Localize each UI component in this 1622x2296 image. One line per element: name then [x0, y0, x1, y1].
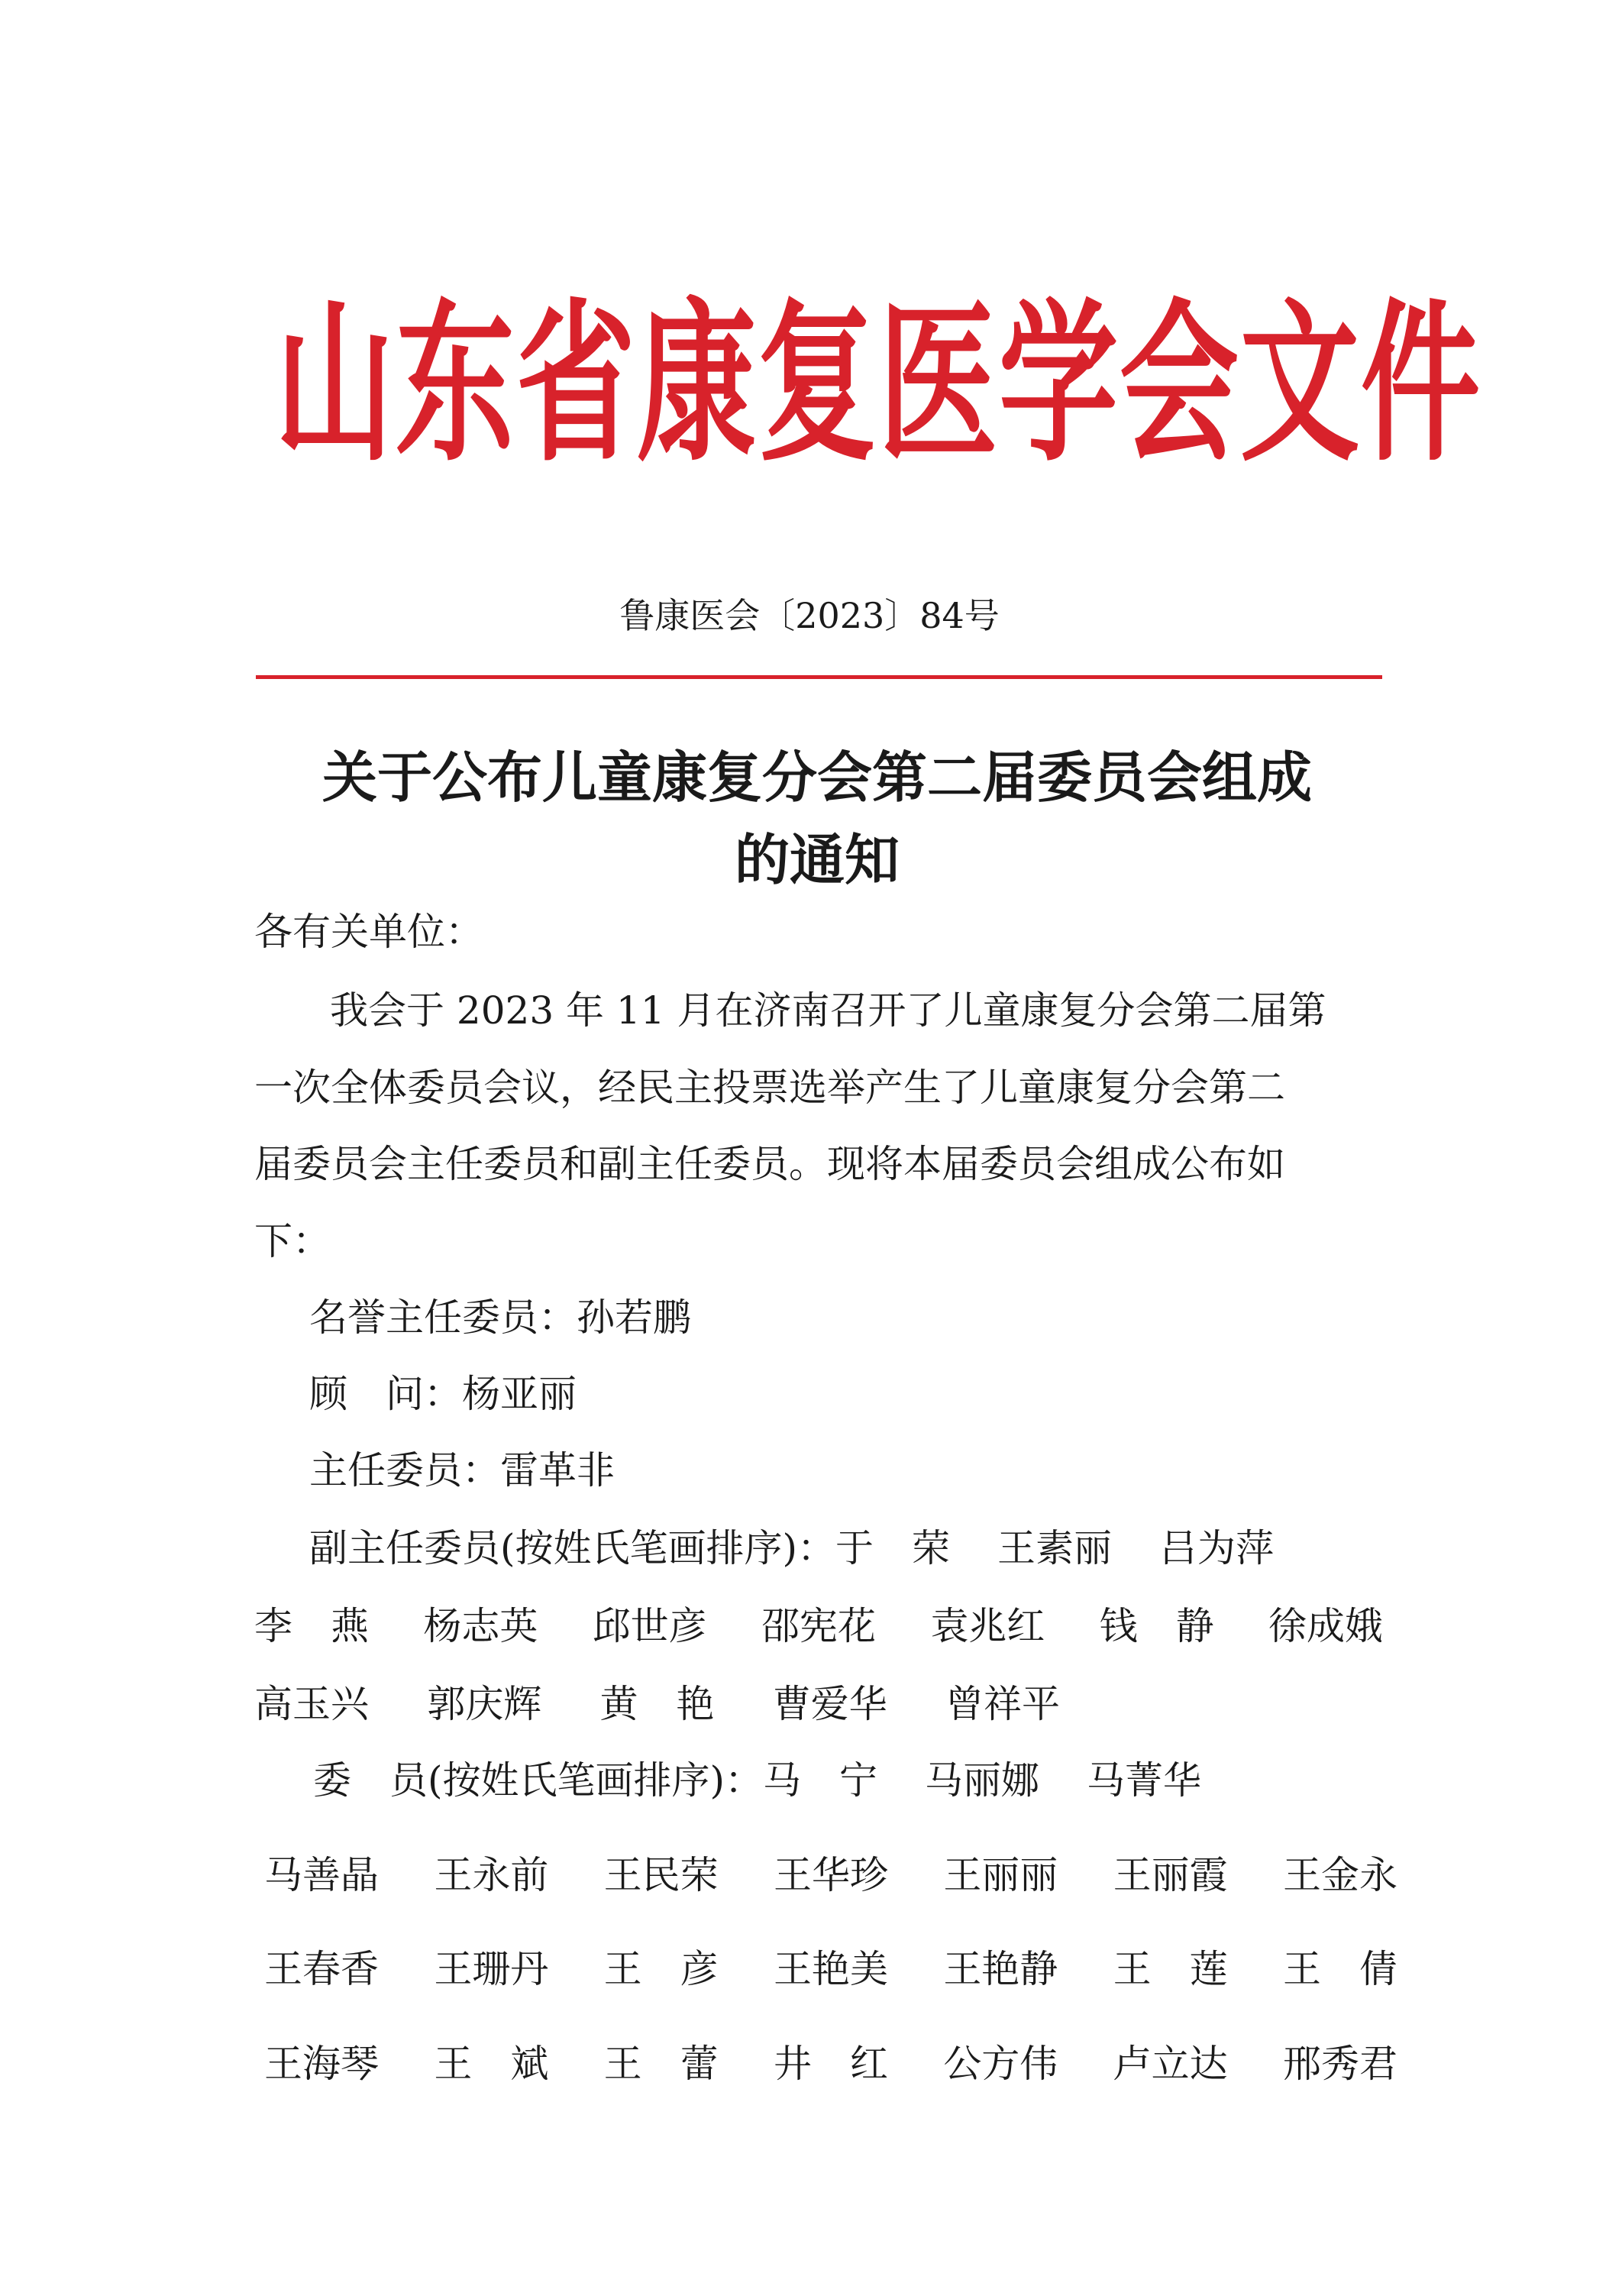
body-line-4: 下： [254, 1219, 331, 1263]
member-name: 王丽丽 [943, 1853, 1058, 1897]
member-name: 王 彦 [603, 1947, 719, 1991]
deputy-name: 黄 艳 [599, 1682, 715, 1726]
advisor-line: 顾 问：杨亚丽 [309, 1372, 577, 1416]
member-name: 马 宁 [763, 1758, 878, 1803]
member-name: 王 莲 [1113, 1947, 1228, 1991]
member-name: 王 斌 [434, 2042, 549, 2086]
member-name: 马善晶 [264, 1853, 379, 1897]
deputy-name: 钱 静 [1099, 1604, 1214, 1648]
member-name: 王金永 [1282, 1853, 1397, 1897]
deputy-names-row [254, 1682, 1060, 1726]
deputy-chairs-line [309, 1526, 1275, 1570]
member-name: 公方伟 [943, 2042, 1058, 2086]
deputy-name: 郭庆辉 [427, 1682, 542, 1726]
chair-line: 主任委员：雷革非 [309, 1448, 615, 1492]
member-name: 王海琴 [264, 2042, 379, 2086]
honorary-chair-line: 名誉主任委员：孙若鹏 [309, 1295, 691, 1340]
member-names-row [264, 1947, 1397, 1991]
document-number: 鲁康医会〔2023〕84号 [619, 595, 1000, 636]
deputy-names-row [254, 1604, 1383, 1648]
member-name: 马丽娜 [925, 1758, 1040, 1803]
member-name: 王艳美 [773, 1947, 888, 1991]
member-name: 王珊丹 [434, 1947, 549, 1991]
deputy-name: 曹爱华 [772, 1682, 887, 1726]
member-name: 王 倩 [1282, 1947, 1397, 1991]
deputy-name: 于 荣 [835, 1526, 951, 1570]
notice-title-line-2: 的通知 [734, 828, 900, 892]
deputy-chairs-label: 副主任委员(按姓氏笔画排序)： [309, 1526, 836, 1570]
deputy-name: 曾祥平 [945, 1682, 1060, 1726]
member-name: 井 红 [773, 2042, 888, 2086]
deputy-name: 王素丽 [997, 1526, 1113, 1570]
member-name: 卢立达 [1113, 2042, 1228, 2086]
deputy-name: 邱世彦 [592, 1604, 707, 1648]
deputy-name: 杨志英 [423, 1604, 538, 1648]
member-names-row [264, 2042, 1397, 2086]
body-line-1: 我会于 2023 年 11 月在济南召开了儿童康复分会第二届第 [330, 988, 1326, 1033]
red-divider [256, 675, 1382, 679]
body-line-3: 届委员会主任委员和副主任委员。现将本届委员会组成公布如 [254, 1142, 1285, 1186]
member-name: 马菁华 [1087, 1758, 1202, 1803]
notice-title-line-1: 关于公布儿童康复分会第二届委员会组成 [321, 745, 1312, 810]
member-name: 王永前 [434, 1853, 549, 1897]
member-name: 王民荣 [603, 1853, 719, 1897]
member-name: 王春香 [264, 1947, 379, 1991]
member-name: 王艳静 [943, 1947, 1058, 1991]
deputy-name: 邵宪花 [761, 1604, 876, 1648]
member-name: 邢秀君 [1282, 2042, 1397, 2086]
member-name: 王华珍 [773, 1853, 888, 1897]
member-name: 王丽霞 [1113, 1853, 1228, 1897]
org-masthead: 山东省康复医学会文件 [275, 283, 1481, 485]
member-names-row [264, 1853, 1397, 1897]
deputy-name: 高玉兴 [254, 1682, 369, 1726]
members-label: 委 员(按姓氏笔画排序)： [313, 1758, 764, 1803]
members-line [313, 1758, 1202, 1803]
deputy-name: 李 燕 [254, 1604, 369, 1648]
deputy-name: 吕为萍 [1159, 1526, 1275, 1570]
deputy-name: 袁兆红 [930, 1604, 1045, 1648]
salutation: 各有关单位： [254, 910, 483, 954]
member-name: 王 蕾 [603, 2042, 719, 2086]
deputy-name: 徐成娥 [1268, 1604, 1383, 1648]
body-line-2: 一次全体委员会议，经民主投票选举产生了儿童康复分会第二 [254, 1066, 1285, 1110]
